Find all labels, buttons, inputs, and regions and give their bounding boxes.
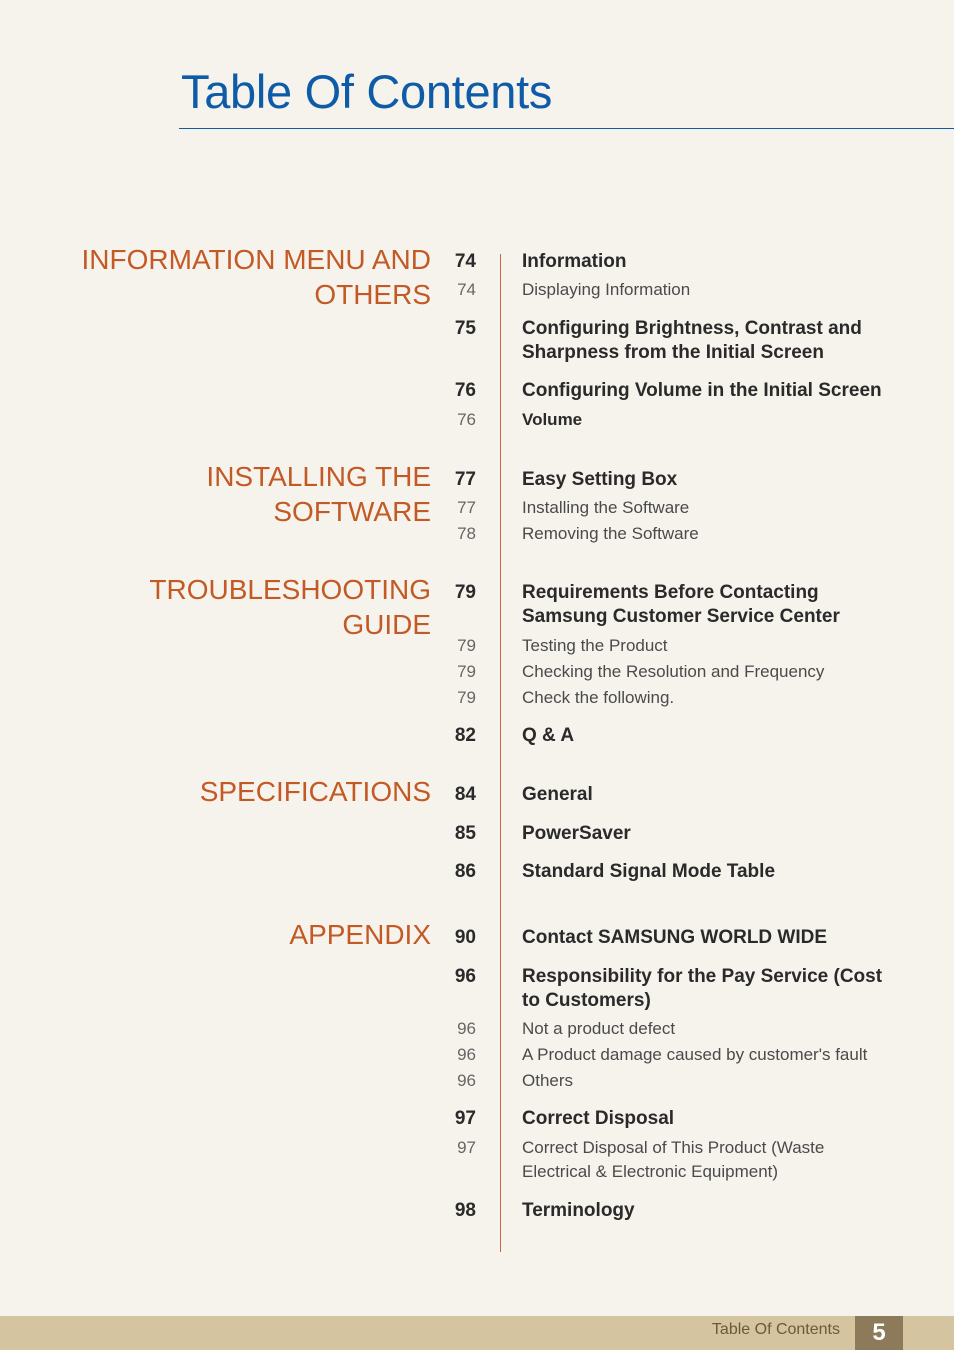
toc-entry-text[interactable]: Volume: [522, 410, 583, 429]
toc-page-number: 78: [457, 524, 476, 543]
toc-page-number: 96: [457, 1071, 476, 1090]
page-title: Table Of Contents: [181, 65, 553, 118]
toc-page-number: 75: [454, 318, 476, 339]
toc-entry-text[interactable]: Correct Disposal: [522, 1108, 675, 1129]
toc-page-number: 90: [454, 927, 476, 948]
toc-entry-text[interactable]: Terminology: [522, 1200, 635, 1221]
page-number: 5: [855, 1316, 903, 1350]
toc-page-number: 76: [457, 410, 476, 429]
toc-entry-text[interactable]: General: [522, 784, 593, 805]
toc-entry-text[interactable]: Requirements Before Contacting Samsung Customer Service Center: [522, 582, 840, 627]
section-heading-specifications: SPECIFICATIONS: [199, 776, 431, 807]
toc-entry-text[interactable]: Contact SAMSUNG WORLD WIDE: [522, 927, 828, 948]
toc-page-number: 98: [454, 1200, 476, 1221]
toc-page-number: 96: [457, 1019, 476, 1038]
toc-entry-text[interactable]: Information: [522, 251, 627, 272]
toc-page-number: 97: [457, 1138, 476, 1157]
toc-entry-text[interactable]: Checking the Resolution and Frequency: [522, 662, 825, 681]
toc-page-number: 86: [454, 861, 476, 882]
toc-page-number: 79: [457, 636, 476, 655]
toc-entry-text[interactable]: Configuring Volume in the Initial Screen: [522, 380, 882, 401]
toc-page-number: 76: [454, 380, 476, 401]
toc-page-number: 85: [454, 823, 476, 844]
toc-page-number: 74: [457, 280, 476, 299]
toc-entry-text[interactable]: Configuring Brightness, Contrast and Sharpness from the Initial Screen: [522, 318, 862, 363]
toc-page-number: 79: [454, 582, 476, 603]
section-heading-appendix: APPENDIX: [289, 919, 431, 950]
section-heading-information: INFORMATION MENU AND OTHERS: [81, 244, 431, 310]
toc-entry-text[interactable]: Installing the Software: [522, 498, 690, 517]
section-heading-troubleshooting: TROUBLESHOOTING GUIDE: [149, 574, 431, 640]
toc-page-number: 79: [457, 662, 476, 681]
toc-page-number: 84: [454, 784, 476, 805]
toc-page-number: 96: [457, 1045, 476, 1064]
toc-entry-text[interactable]: Others: [522, 1071, 574, 1090]
title-rule: [179, 128, 954, 129]
toc-entry-text[interactable]: Testing the Product: [522, 636, 668, 655]
toc-entry-text[interactable]: Q & A: [522, 725, 575, 746]
toc-entry-text[interactable]: Displaying Information: [522, 280, 691, 299]
toc-page-number: 96: [454, 966, 476, 987]
footer-label: Table Of Contents: [711, 1321, 840, 1338]
toc-entry-text[interactable]: PowerSaver: [522, 823, 631, 844]
toc-entry-text[interactable]: Check the following.: [522, 688, 675, 707]
section-heading-installing: INSTALLING THE SOFTWARE: [206, 461, 431, 527]
toc-entry-text[interactable]: Correct Disposal of This Product (Waste Electrical & Electronic Equipment): [522, 1138, 825, 1181]
toc-page-number: 74: [454, 251, 476, 272]
toc-page-number: 77: [454, 469, 476, 490]
toc-page-number: 97: [454, 1108, 476, 1129]
toc-entry-text[interactable]: Not a product defect: [522, 1019, 676, 1038]
toc-page-number: 82: [454, 725, 476, 746]
toc-entry-text[interactable]: A Product damage caused by customer's fault: [522, 1045, 868, 1064]
toc-entry-text[interactable]: Removing the Software: [522, 524, 699, 543]
toc-page-number: 77: [457, 498, 476, 517]
toc-entry-text[interactable]: Responsibility for the Pay Service (Cost to Customers): [522, 966, 883, 1011]
divider-line: [500, 254, 501, 1252]
toc-entry-text[interactable]: Easy Setting Box: [522, 469, 678, 490]
toc-page-number: 79: [457, 688, 476, 707]
toc-entry-text[interactable]: Standard Signal Mode Table: [522, 861, 776, 882]
